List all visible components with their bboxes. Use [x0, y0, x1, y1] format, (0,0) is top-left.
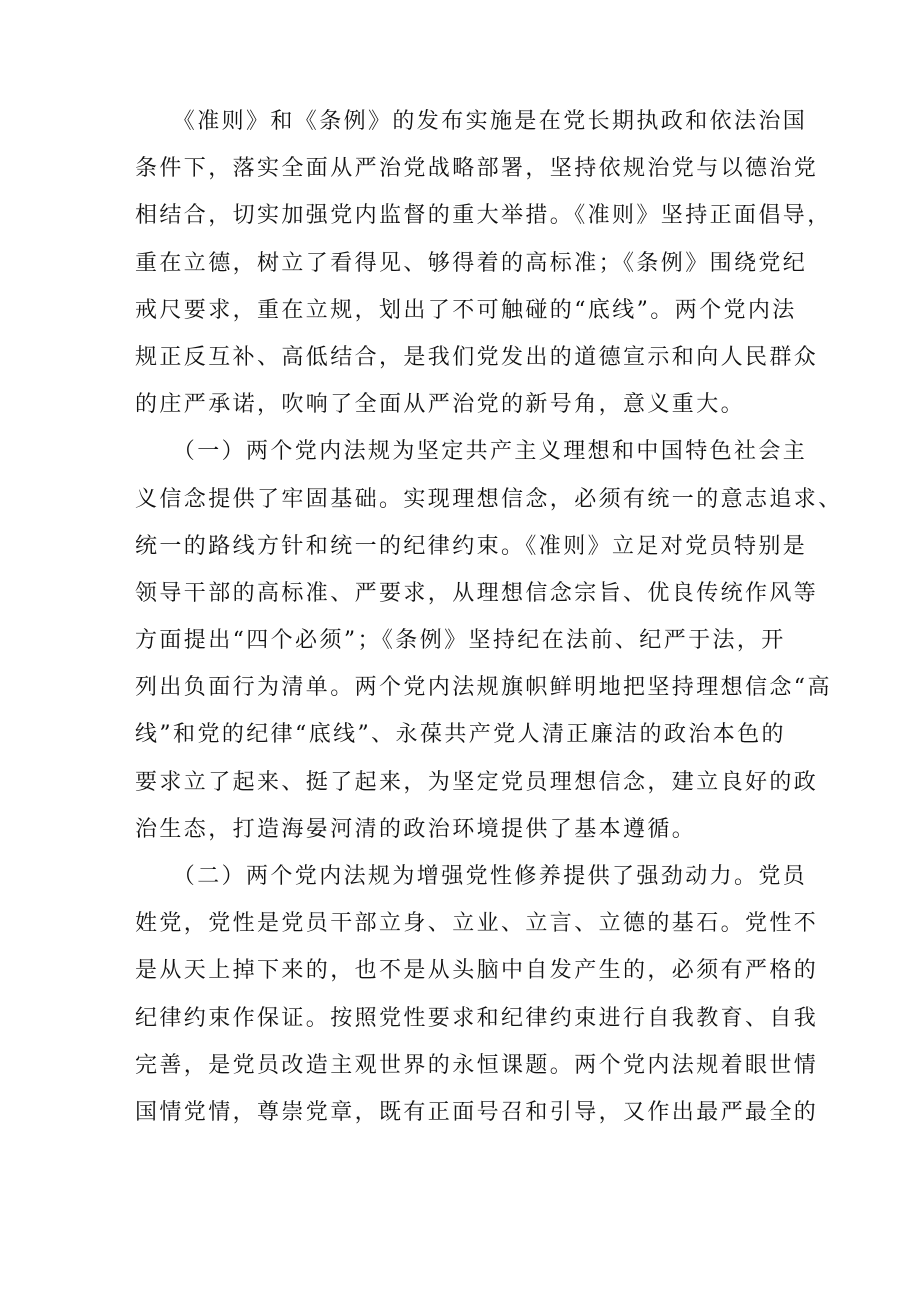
text-line: 线”和党的纪律“底线”、永葆共产党人清正廉洁的政治本色的 — [135, 722, 786, 748]
text-line: 的庄严承诺，吹响了全面从严治党的新号角，意义重大。 — [135, 392, 746, 418]
text-line: 相结合，切实加强党内监督的重大举措。《准则》坚持正面倡导， — [135, 203, 832, 229]
text-line: 是从天上掉下来的，也不是从头脑中自发产生的，必须有严格的 — [135, 958, 819, 984]
text-line: 列出负面行为清单。两个党内法规旗帜鲜明地把坚持理想信念“高 — [135, 675, 832, 701]
paragraph-intro — [135, 98, 832, 428]
paragraph-section-two — [135, 853, 819, 1136]
text-line: 姓党，党性是党员干部立身、立业、立言、立德的基石。党性不 — [135, 911, 819, 937]
text-line: 义信念提供了牢固基础。实现理想信念，必须有统一的意志追求、 — [135, 486, 843, 512]
text-line: 方面提出“四个必须”；《条例》坚持纪在法前、纪严于法，开 — [135, 628, 786, 654]
text-line: 要求立了起来、挺了起来，为坚定党员理想信念，建立良好的政 — [135, 769, 819, 795]
text-line: 纪律约束作保证。按照党性要求和纪律约束进行自我教育、自我 — [135, 1005, 819, 1031]
text-line: 条件下，落实全面从严治党战略部署，坚持依规治党与以德治党 — [135, 156, 819, 182]
text-line: 治生态，打造海晏河清的政治环境提供了基本遵循。 — [135, 816, 697, 842]
paragraph-section-one — [135, 428, 843, 853]
text-line: 统一的路线方针和统一的纪律约束。《准则》立足对党员特别是 — [135, 533, 808, 559]
text-line: （二）两个党内法规为增强党性修养提供了强劲动力。党员 — [135, 864, 808, 889]
text-line: 《准则》和《条例》的发布实施是在党长期执政和依法治国 — [135, 109, 808, 134]
text-line: 规正反互补、高低结合，是我们党发出的道德宣示和向人民群众 — [135, 344, 819, 370]
text-line: 国情党情，尊崇党章，既有正面号召和引导，又作出最严最全的 — [135, 1099, 819, 1125]
document-body — [135, 98, 843, 1136]
text-line: 戒尺要求，重在立规，划出了不可触碰的“底线”。两个党内法 — [135, 297, 797, 323]
text-line: 领导干部的高标准、严要求，从理想信念宗旨、优良传统作风等 — [135, 580, 819, 606]
text-line: （一）两个党内法规为坚定共产主义理想和中国特色社会主 — [135, 439, 808, 465]
text-line: 重在立德，树立了看得见、够得着的高标准；《条例》围绕党纪 — [135, 250, 808, 276]
text-line: 完善，是党员改造主观世界的永恒课题。两个党内法规着眼世情 — [135, 1052, 819, 1078]
